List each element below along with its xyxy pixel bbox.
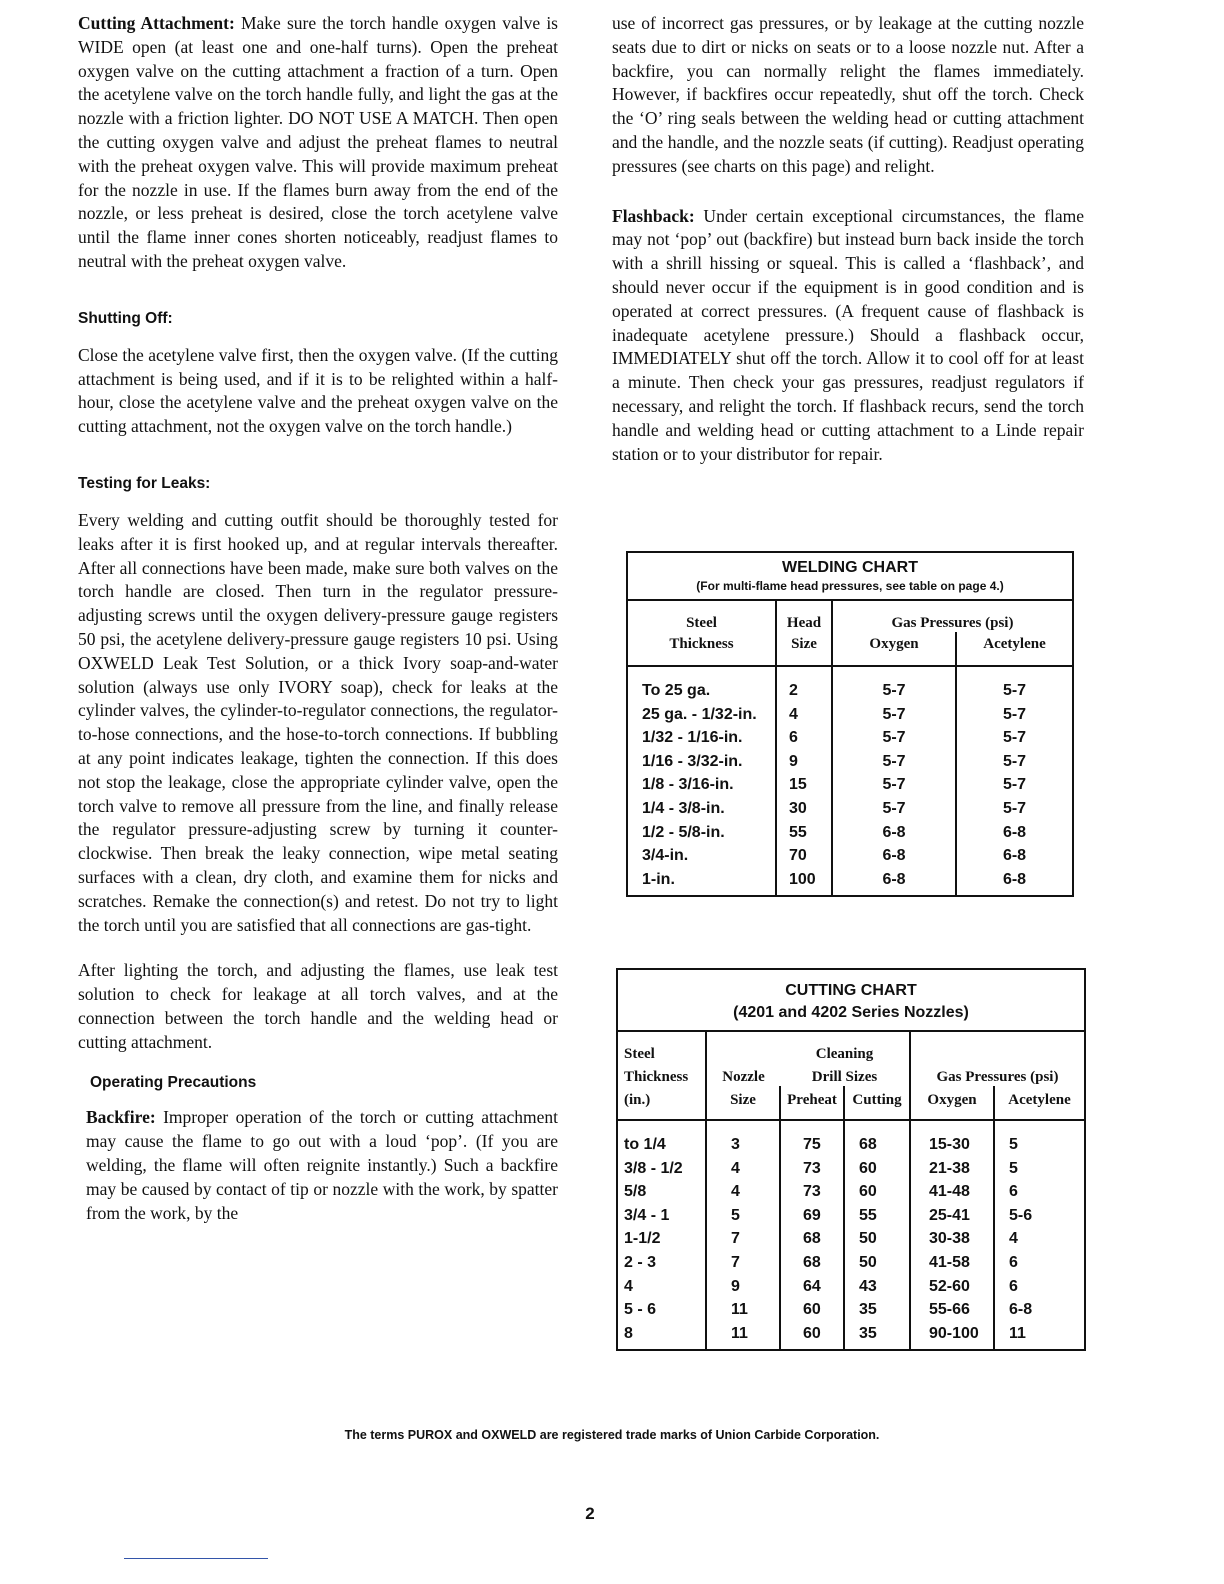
flashback-paragraph <box>612 205 1084 467</box>
cutting_chart-cell-cutting: 55 <box>844 1204 910 1228</box>
cutting_chart-cell-thickness: 5/8 <box>624 1183 647 1201</box>
welding-chart-title: WELDING CHART <box>782 559 918 576</box>
welding_chart-cell-size: 70 <box>776 844 832 868</box>
cutting_chart-cell-acetylene: 6 <box>994 1180 1084 1204</box>
testing-leaks-text: Every welding and cutting outfit should be thoroughly tested for leaks after it is first hooked up, and at regular intervals thereafter. After all connections have been made, make sure both valves on the torch handle are closed. Then turn in the regulator pressure-adjusting screws until the oxygen delivery-pressure gauge registers 50 psi, the acetylene delivery-pressure gauge registers 10 psi. Using OXWELD Leak Test Solution, or a thick Ivory soap-and-water solution (always use only IVORY soap), check for leaks at the cylinder valves, the cylinder-to-regulator connections, the regulator-to-hose connections, and the hose-to-torch connections. If bubbling at any point indicates leakage, tighten the connection. If this does not stop the leakage, close the appropriate cylinder valve, open the torch valve to remove all pressure from the line, and finally release the regulator pressure-adjusting screw by turning it counter-clockwise. Then break the leaky connection, wipe metal seating surfaces with a clean, dry cloth, and examine them for nicks and scratches. Remake the connection(s) and retest. Do not try to light the torch until you are satisfied that all connections are gas-tight. <box>78 509 558 935</box>
cutting_chart-cell-oxygen: 41-58 <box>910 1251 994 1275</box>
welding_chart-cell-thickness: To 25 ga. <box>642 682 711 699</box>
trademark-note: The terms PUROX and OXWELD are registered trade marks of Union Carbide Corporation. <box>344 1428 880 1442</box>
cutting_chart-cell-preheat: 68 <box>780 1251 844 1275</box>
welding_chart-cell-thickness: 1/4 - 3/8-in. <box>642 799 725 817</box>
welding_chart-cell-acetylene: 5-7 <box>956 703 1072 727</box>
cutting_chart-row <box>618 1298 1084 1322</box>
cutting_chart-cell-cutting: 35 <box>844 1322 910 1350</box>
welding_chart-cell-size: 30 <box>776 797 832 821</box>
cutting-header-drill-sizes: Drill Sizes <box>811 1069 878 1085</box>
cutting_chart-cell-cutting: 60 <box>844 1157 910 1181</box>
cutting_chart-cell-acetylene: 5 <box>994 1157 1084 1181</box>
cutting-header-size: Size <box>706 1086 780 1120</box>
cutting_chart-cell-oxygen: 15-30 <box>910 1120 994 1157</box>
welding_chart-cell-acetylene: 5-7 <box>956 726 1072 750</box>
cutting_chart-cell-preheat: 68 <box>780 1227 844 1251</box>
cutting_chart-row <box>618 1251 1084 1275</box>
page-number: 2 <box>585 1504 595 1523</box>
cutting_chart-cell-cutting: 50 <box>844 1227 910 1251</box>
welding_chart-row <box>628 797 1072 821</box>
cutting_chart-cell-size: 4 <box>706 1180 780 1204</box>
welding_chart-row <box>628 726 1072 750</box>
welding_chart-cell-acetylene: 6-8 <box>956 821 1072 845</box>
cutting_chart-cell-oxygen: 41-48 <box>910 1180 994 1204</box>
welding_chart-cell-acetylene: 5-7 <box>956 666 1072 703</box>
cutting-chart-body <box>618 1120 1084 1349</box>
welding_chart-cell-acetylene: 5-7 <box>956 773 1072 797</box>
cutting_chart-row <box>618 1275 1084 1299</box>
welding_chart-cell-oxygen: 6-8 <box>832 821 956 845</box>
welding_chart-cell-thickness: 25 ga. - 1/32-in. <box>642 705 757 723</box>
cutting_chart-cell-preheat: 75 <box>780 1120 844 1157</box>
welding_chart-cell-oxygen: 6-8 <box>832 868 956 896</box>
backfire-lead: Backfire: <box>86 1107 156 1128</box>
cutting_chart-cell-preheat: 73 <box>780 1157 844 1181</box>
welding_chart-cell-size: 100 <box>776 868 832 896</box>
cutting_chart-cell-thickness: 2 - 3 <box>624 1253 657 1271</box>
backfire-continued-text: use of incorrect gas pressures, or by leakage at the cutting nozzle seats due to dirt or nicks on seats or to a loose nozzle nut. After a backfire, you can normally relight the flames immediately. However, if backfires occur repeatedly, shut off the torch. Check the ‘O’ ring seals between the welding head or cutting attachment and the handle, and the nozzle seats (if cutting). Readjust operating pressures (see charts on this page) and relight. <box>612 13 1084 176</box>
cutting-chart-subtitle: (4201 and 4202 Series Nozzles) <box>618 1000 1084 1031</box>
welding-chart-subtitle: (For multi-flame head pressures, see table on page 4.) <box>628 577 1072 600</box>
welding_chart-row <box>628 868 1072 896</box>
cutting_chart-cell-cutting: 68 <box>844 1120 910 1157</box>
welding_chart-cell-size: 4 <box>776 703 832 727</box>
cutting_chart-cell-cutting: 50 <box>844 1251 910 1275</box>
welding_chart-cell-size: 15 <box>776 773 832 797</box>
cutting_chart-cell-cutting: 35 <box>844 1298 910 1322</box>
welding-chart <box>626 551 1074 897</box>
cutting_chart-cell-preheat: 64 <box>780 1275 844 1299</box>
cutting_chart-cell-cutting: 43 <box>844 1275 910 1299</box>
right-column <box>612 12 1084 466</box>
cutting_chart-row <box>618 1157 1084 1181</box>
cutting_chart-cell-oxygen: 21-38 <box>910 1157 994 1181</box>
welding_chart-cell-size: 2 <box>776 666 832 703</box>
welding_chart-cell-acetylene: 6-8 <box>956 868 1072 896</box>
welding-chart-body <box>628 666 1072 895</box>
cutting_chart-cell-thickness: 3/8 - 1/2 <box>624 1159 683 1177</box>
cutting-header-nozzle: Nozzle <box>706 1063 780 1086</box>
welding_chart-row <box>628 821 1072 845</box>
cutting_chart-cell-size: 5 <box>706 1204 780 1228</box>
welding_chart-cell-oxygen: 5-7 <box>832 750 956 774</box>
cutting_chart-cell-preheat: 69 <box>780 1204 844 1228</box>
cutting-header-cleaning: Cleaning <box>815 1046 874 1062</box>
welding_chart-cell-thickness: 3/4-in. <box>642 847 689 865</box>
cutting-header-cutting: Cutting <box>844 1086 910 1120</box>
welding-header-oxygen: Oxygen <box>832 632 956 666</box>
cutting_chart-cell-size: 7 <box>706 1251 780 1275</box>
testing-leaks-text-2: After lighting the torch, and adjusting the flames, use leak test solution to check for leakage at all torch valves, and at the connection between the torch handle and the welding head or cutting attachment. <box>78 960 558 1052</box>
flashback-text: Under certain exceptional circumstances, the flame may not ‘pop’ out (backfire) but instead burn back inside the torch with a shrill hissing or squeal. This is called a ‘flashback’, and should never occur if the equipment is in good condition and is operated at correct pressures. (A frequent cause of flashback is inadequate acetylene pressure.) Should a flashback occur, IMMEDIATELY shut off the torch. Allow it to cool off for at least a minute. Then check your gas pressures, readjust regulators if necessary, and relight the torch. If flashback recurs, send the torch handle and welding head or cutting attachment to a Linde repair station or to your distributor for repair. <box>612 205 1084 464</box>
welding-header-head: Head <box>776 600 832 632</box>
cutting-header-preheat: Preheat <box>780 1086 844 1120</box>
welding_chart-cell-acetylene: 5-7 <box>956 750 1072 774</box>
welding_chart-cell-thickness: 1/16 - 3/32-in. <box>642 752 743 770</box>
welding_chart-row <box>628 750 1072 774</box>
cutting_chart-cell-oxygen: 55-66 <box>910 1298 994 1322</box>
cutting_chart-cell-oxygen: 90-100 <box>910 1322 994 1350</box>
welding_chart-cell-size: 9 <box>776 750 832 774</box>
welding_chart-row <box>628 703 1072 727</box>
welding_chart-row <box>628 666 1072 703</box>
cutting-attachment-text: Make sure the torch handle oxygen valve is WIDE open (at least one and one-half turns). Open the preheat oxygen valve on the cutting attachment a fraction of a turn. Open the acetylene valve on the torch handle fully, and light the gas at the nozzle with a friction lighter. DO NOT USE A MATCH. Then open the cutting oxygen valve and adjust the preheat flames to neutral with the preheat oxygen valve. This will provide maximum preheat for the nozzle in use. If the flames burn away from the end of the nozzle, or less preheat is desired, close the torch acetylene valve until the flame inner cones shorten noticeably, readjust flames to neutral with the preheat oxygen valve. <box>78 13 558 271</box>
cutting_chart-cell-size: 11 <box>706 1322 780 1350</box>
cutting_chart-cell-oxygen: 30-38 <box>910 1227 994 1251</box>
flashback-lead: Flashback: <box>612 205 695 226</box>
cutting_chart-cell-size: 9 <box>706 1275 780 1299</box>
backfire-text: Improper operation of the torch or cutting attachment may cause the flame to go out with a loud ‘pop’. (If you are welding, the flame will often reignite instantly.) Such a backfire may be caused by contact of tip or nozzle with the work, by spatter from the work, by the <box>86 1107 558 1223</box>
shutting-off-text: Close the acetylene valve first, then the oxygen valve. (If the cutting attachment is being used, and if it is to be relighted within a half-hour, close the acetylene valve and the preheat oxygen valve on the cutting attachment, not the oxygen valve on the torch handle.) <box>78 344 558 437</box>
cutting_chart-row <box>618 1120 1084 1157</box>
welding_chart-cell-thickness: 1/8 - 3/16-in. <box>642 776 734 794</box>
cutting_chart-cell-thickness: 3/4 - 1 <box>624 1206 670 1224</box>
cutting_chart-cell-acetylene: 11 <box>994 1322 1084 1350</box>
welding_chart-cell-thickness: 1/32 - 1/16-in. <box>642 729 743 747</box>
cutting_chart-cell-thickness: to 1/4 <box>624 1136 666 1153</box>
welding_chart-row <box>628 844 1072 868</box>
welding-header-gas: Gas Pressures (psi) <box>832 600 1072 632</box>
cutting_chart-cell-thickness: 1-1/2 <box>624 1230 661 1248</box>
cutting_chart-row <box>618 1322 1084 1350</box>
welding_chart-cell-oxygen: 6-8 <box>832 844 956 868</box>
backfire-paragraph <box>86 1106 558 1225</box>
welding_chart-cell-size: 55 <box>776 821 832 845</box>
welding_chart-cell-oxygen: 5-7 <box>832 703 956 727</box>
cutting_chart-cell-preheat: 73 <box>780 1180 844 1204</box>
cutting-header-steel: Steel <box>624 1046 655 1062</box>
cutting_chart-cell-size: 3 <box>706 1120 780 1157</box>
welding-header-size: Size <box>776 632 832 666</box>
cutting-chart <box>616 968 1086 1351</box>
cutting-chart-title: CUTTING CHART <box>785 982 917 999</box>
cutting_chart-cell-size: 4 <box>706 1157 780 1181</box>
welding-header-acetylene: Acetylene <box>956 632 1072 666</box>
cutting_chart-cell-size: 7 <box>706 1227 780 1251</box>
shutting-off-heading: Shutting Off: <box>78 309 173 327</box>
cutting_chart-cell-acetylene: 5-6 <box>994 1204 1084 1228</box>
cutting_chart-row <box>618 1204 1084 1228</box>
cutting-header-acetylene: Acetylene <box>994 1086 1084 1120</box>
cutting_chart-cell-acetylene: 6-8 <box>994 1298 1084 1322</box>
welding_chart-cell-oxygen: 5-7 <box>832 666 956 703</box>
cutting-header-gas: Gas Pressures (psi) <box>910 1063 1084 1086</box>
cutting_chart-cell-oxygen: 52-60 <box>910 1275 994 1299</box>
cutting-header-oxygen: Oxygen <box>910 1086 994 1120</box>
cutting_chart-cell-acetylene: 6 <box>994 1251 1084 1275</box>
welding_chart-cell-oxygen: 5-7 <box>832 797 956 821</box>
cutting-header-in: (in.) <box>618 1086 706 1120</box>
welding-header-steel: Steel <box>686 615 717 631</box>
welding-header-thickness: Thickness <box>628 632 776 666</box>
cutting_chart-cell-thickness: 8 <box>624 1324 633 1342</box>
welding_chart-cell-oxygen: 5-7 <box>832 773 956 797</box>
operating-precautions-heading: Operating Precautions <box>90 1074 257 1092</box>
welding_chart-cell-oxygen: 5-7 <box>832 726 956 750</box>
cutting_chart-cell-thickness: 5 - 6 <box>624 1301 657 1319</box>
cutting-header-thickness: Thickness <box>624 1069 689 1085</box>
welding_chart-cell-thickness: 1/2 - 5/8-in. <box>642 823 725 841</box>
cutting_chart-cell-preheat: 60 <box>780 1322 844 1350</box>
cutting_chart-cell-acetylene: 6 <box>994 1275 1084 1299</box>
left-column <box>78 12 558 1225</box>
cutting_chart-cell-thickness: 4 <box>624 1277 633 1295</box>
cutting_chart-cell-acetylene: 5 <box>994 1120 1084 1157</box>
welding_chart-cell-acetylene: 5-7 <box>956 797 1072 821</box>
cutting_chart-cell-size: 11 <box>706 1298 780 1322</box>
welding_chart-cell-thickness: 1-in. <box>642 870 675 888</box>
cutting-attachment-paragraph <box>78 12 558 274</box>
welding_chart-cell-size: 6 <box>776 726 832 750</box>
cutting_chart-cell-acetylene: 4 <box>994 1227 1084 1251</box>
welding_chart-cell-acetylene: 6-8 <box>956 844 1072 868</box>
cutting_chart-row <box>618 1227 1084 1251</box>
bottom-rule <box>124 1558 268 1559</box>
cutting_chart-cell-cutting: 60 <box>844 1180 910 1204</box>
welding_chart-row <box>628 773 1072 797</box>
testing-leaks-heading: Testing for Leaks: <box>78 474 211 492</box>
cutting-attachment-lead: Cutting Attachment: <box>78 13 235 33</box>
cutting_chart-cell-preheat: 60 <box>780 1298 844 1322</box>
cutting_chart-cell-oxygen: 25-41 <box>910 1204 994 1228</box>
cutting_chart-row <box>618 1180 1084 1204</box>
